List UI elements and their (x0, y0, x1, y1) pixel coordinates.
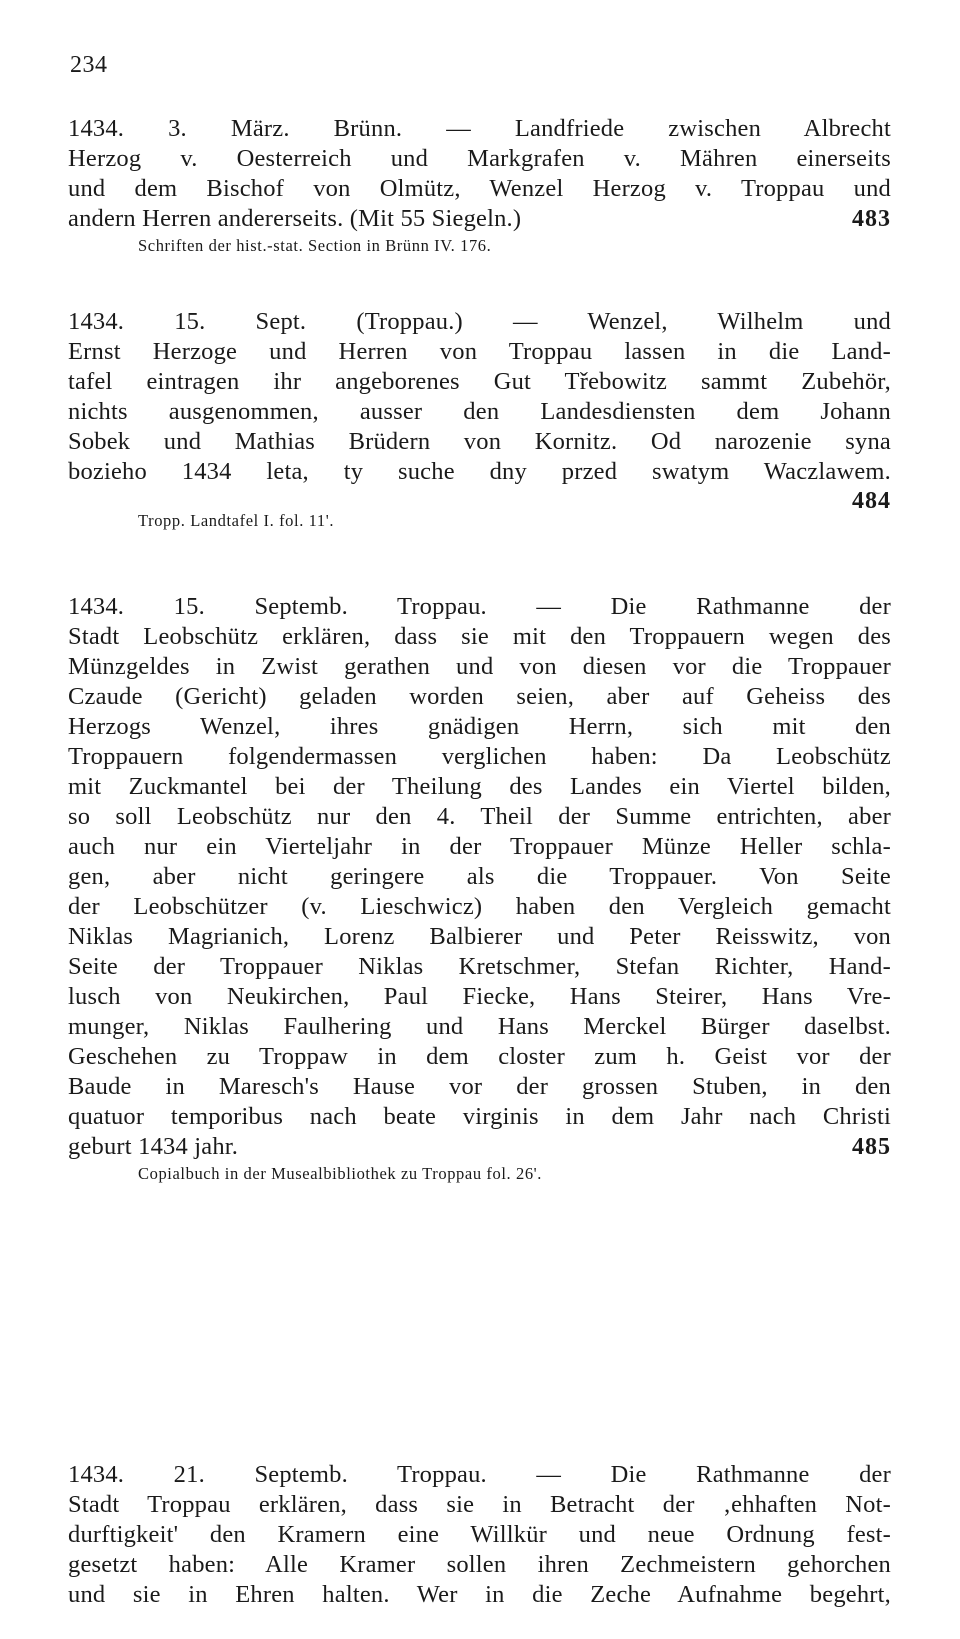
entry-line: Baude in Maresch's Hause vor der grossen Stuben, in den (68, 1073, 891, 1100)
entry-line: quatuor temporibus nach beate virginis in dem Jahr nach Christi (68, 1103, 891, 1130)
entry-line: Stadt Leobschütz erklären, dass sie mit den Troppauern wegen des (68, 623, 891, 650)
entry-line: nichts ausgenommen, ausser den Landesdiensten dem Johann (68, 398, 891, 425)
entry-line: Czaude (Gericht) geladen worden seien, aber auf Geheiss des (68, 683, 891, 710)
entry-line: Münzgeldes in Zwist gerathen und von diesen vor die Troppauer (68, 653, 891, 680)
entry-line: mit Zuckmantel bei der Theilung des Landes ein Viertel bilden, (68, 773, 891, 800)
entry-line: Troppauern folgendermassen verglichen haben: Da Leobschütz (68, 743, 891, 770)
entry-line: 1434. 15. Septemb. Troppau. — Die Rathmanne der (68, 593, 891, 620)
entry-line: Stadt Troppau erklären, dass sie in Betracht der ‚ehhaften Not- (68, 1491, 891, 1518)
entry-line: tafel eintragen ihr angeborenes Gut Třebowitz sammt Zubehör, (68, 368, 891, 395)
entry-line: auch nur ein Vierteljahr in der Troppauer Münze Heller schla- (68, 833, 891, 860)
source-citation: Copialbuch in der Musealbibliothek zu Troppau fol. 26'. (138, 1164, 542, 1183)
entry-line: Seite der Troppauer Niklas Kretschmer, Stefan Richter, Hand- (68, 953, 891, 980)
entry-continued (68, 1460, 891, 1610)
entry-line: Niklas Magrianich, Lorenz Balbierer und Peter Reisswitz, von (68, 923, 891, 950)
entry-line: Herzogs Wenzel, ihres gnädigen Herrn, sich mit den (68, 713, 891, 740)
entry-line: bozieho 1434 leta, ty suche dny przed swatym Waczlawem. (68, 458, 891, 485)
entry-line: lusch von Neukirchen, Paul Fiecke, Hans Steirer, Hans Vre- (68, 983, 891, 1010)
entry-line: durftigkeit' den Kramern eine Willkür und neue Ordnung fest- (68, 1521, 891, 1548)
entry-line: 1434. 3. März. Brünn. — Landfriede zwischen Albrecht (68, 115, 891, 142)
entry-line: und dem Bischof von Olmütz, Wenzel Herzog v. Troppau und (68, 175, 891, 202)
entry-line: der Leobschützer (v. Lieschwicz) haben den Vergleich gemacht (68, 893, 891, 920)
source-citation: Tropp. Landtafel I. fol. 11'. (138, 511, 335, 530)
entry-line: geburt 1434 jahr. (68, 1133, 239, 1160)
entry-last-line (68, 204, 891, 234)
entry-last-line (68, 1132, 891, 1162)
source-citation: Schriften der hist.-stat. Section in Brünn IV. 176. (138, 236, 492, 255)
entry-line: Herzog v. Oesterreich und Markgrafen v. Mähren einerseits (68, 145, 891, 172)
document-number: 484 (852, 488, 891, 514)
entry-line: und sie in Ehren halten. Wer in die Zeche Aufnahme begehrt, (68, 1581, 891, 1608)
entry-line: 1434. 21. Septemb. Troppau. — Die Rathmanne der (68, 1461, 891, 1488)
entry-483 (68, 114, 891, 258)
entry-line: gesetzt haben: Alle Kramer sollen ihren Zechmeistern gehorchen (68, 1551, 891, 1578)
entry-line: Ernst Herzoge und Herren von Troppau lassen in die Land- (68, 338, 891, 365)
entry-line: munger, Niklas Faulhering und Hans Merckel Bürger daselbst. (68, 1013, 891, 1040)
entry-line: 1434. 15. Sept. (Troppau.) — Wenzel, Wilhelm und (68, 308, 891, 335)
entry-line: andern Herren andererseits. (Mit 55 Siegeln.) (68, 205, 522, 232)
document-number: 483 (852, 206, 891, 232)
entry-line: Geschehen zu Troppaw in dem closter zum h. Geist vor der (68, 1043, 891, 1070)
entry-484 (68, 307, 891, 533)
entry-line: Sobek und Mathias Brüdern von Kornitz. Od narozenie syna (68, 428, 891, 455)
page-number: 234 (70, 52, 108, 78)
entry-line: gen, aber nicht geringere als die Troppauer. Von Seite (68, 863, 891, 890)
entry-line: so soll Leobschütz nur den 4. Theil der Summe entrichten, aber (68, 803, 891, 830)
entry-485 (68, 592, 891, 1186)
document-number: 485 (852, 1134, 891, 1160)
